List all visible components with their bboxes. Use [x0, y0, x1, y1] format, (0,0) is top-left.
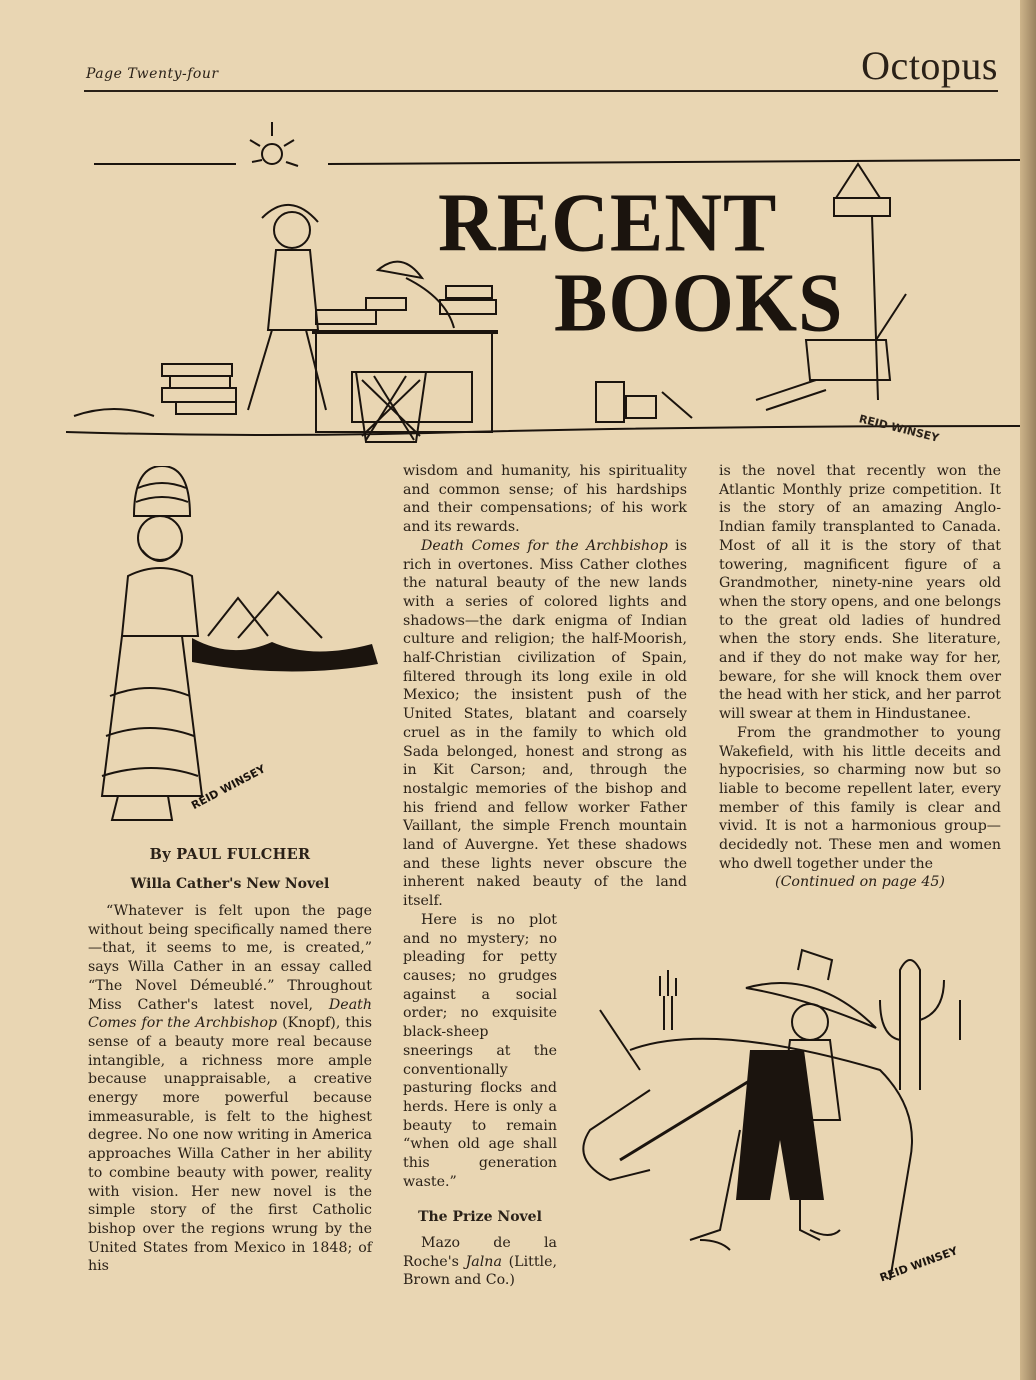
banner-artist-signature: REID WINSEY — [857, 412, 941, 445]
section-heading-cather: Willa Cather's New Novel — [130, 876, 330, 892]
paragraph-jalna-intro — [403, 1234, 557, 1290]
magazine-title: Octopus — [861, 43, 998, 88]
recent-books-banner — [66, 100, 1020, 460]
rider-donkey-illustration — [560, 930, 1000, 1290]
paragraph-cather-intro — [88, 902, 372, 1276]
page-number-label: Page Twenty-four — [86, 66, 219, 82]
continued-note: (Continued on page 45) — [775, 874, 945, 891]
column-1 — [88, 902, 372, 1276]
book-title-archbishop: Death Comes for the Archbishop — [88, 996, 372, 1032]
section-heading-prize: The Prize Novel — [418, 1209, 542, 1225]
byline: By PAUL FULCHER — [149, 846, 311, 863]
svg-text:REID WINSEY: REID WINSEY — [878, 1244, 960, 1285]
paragraph-overtones — [403, 537, 687, 911]
paragraph-wakefield: From the grandmother to young Wakefield, with his little deceits and hypocrisies, so charming now but so liable to become repellent later, every member of this family is clear and vivid. It is not a harmonious group—decidedly not. These men and women who dwell together under the — [719, 724, 1001, 872]
banner-title-books: BOOKS — [554, 256, 844, 350]
mexican-figure-illustration — [88, 466, 388, 836]
text-span: (Little, Brown and Co.) — [403, 1253, 557, 1289]
banner-title-recent: RECENT — [438, 176, 778, 270]
header-rule — [84, 90, 998, 92]
text-span: Mazo de la Roche's — [403, 1235, 557, 1270]
text-span: (Knopf), this sense of a beauty more real because intangible, a richness more ample because unappraisable, a creative energy more powerful because immeasurable, is felt to the highest degree. No one now writing in America approaches Willa Cather in her ability to combine beauty with power, reality with vision. Her new novel is the simple story of the first Catholic bishop over the regions wrung by the United States from Mexico in 1848; of his — [88, 1015, 373, 1275]
column-2-bottom — [403, 1234, 557, 1290]
text-span: “Whatever is felt upon the page without being specifically named there—that, it seems to me, is created,” says Willa Cather in an essay called “The Novel Démeublé.” Throughout Miss Cather's latest novel, — [88, 903, 372, 1013]
book-title-jalna: Jalna — [465, 1253, 502, 1270]
page-edge-shadow — [1020, 0, 1036, 1380]
paragraph-no-plot: Here is no plot and no mystery; no pleading for petty causes; no grudges against a social order; no exquisite black-sheep sneerings at the conventionally pasturing flocks and herds. Here is only a beauty to remain “when old age shall this generation waste.” — [403, 911, 557, 1190]
text-span: is rich in overtones. Miss Cather clothes the natural beauty of the new lands with a series of colored lights and shadows—the dark enigma of Indian culture and religion; the half-Moorish, half-Christian civilization of Spain, filtered through its long exile in old Mexico; the insistent push of the United States, blatant and coarsely cruel as in the family to which old Sada belonged, honest and strong as in Kit Carson; and, through the nostalgic memories of the bishop and his friend and fellow worker Father Vaillant, the simple French mountain land of Auvergne. Yet these shadows and these lights never obscure the inherent naked beauty of the land itself. — [403, 537, 687, 910]
column-3 — [719, 462, 1001, 892]
book-title-archbishop: Death Comes for the Archbishop — [421, 537, 668, 554]
paragraph-cather-cont: wisdom and humanity, his spirituality and common sense; of his hardships and their compensations; of his work and its rewards. — [403, 463, 687, 536]
paragraph-jalna-story: is the novel that recently won the Atlantic Monthly prize competition. It is the story of an amazing Anglo-Indian family transplanted to Canada. Most of all it is the story of that towering, magnificent figure of a Grandmother, ninety-nine years old when the story opens, and one belongs to the great old ladies of hundred when the story ends. She literature, and if they do not make way for her, beware, for she will knock them over the head with her stick, and her parrot will swear at them in Hindustanee. — [719, 463, 1001, 723]
banner-illustration — [66, 100, 1020, 460]
svg-text:REID WINSEY: REID WINSEY — [189, 762, 268, 813]
